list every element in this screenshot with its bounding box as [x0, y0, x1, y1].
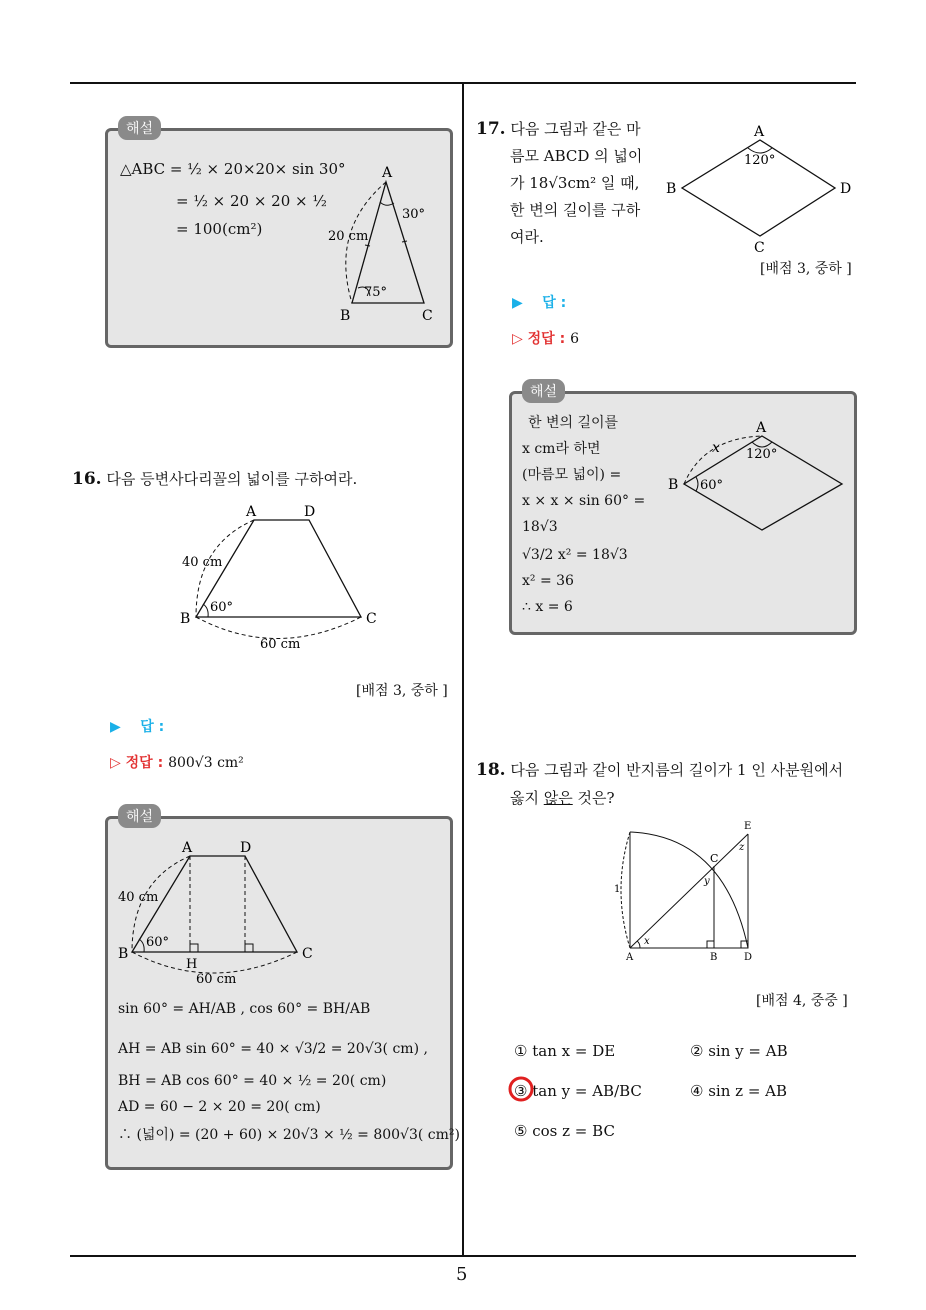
q16-sol-line3: BH = AB cos 60° = 40 × ½ = 20( cm) [118, 1073, 387, 1089]
q16-label-c: C [366, 611, 377, 627]
q17-question-line1: 다음 그림과 같은 마 [510, 120, 641, 138]
q16-sol-line2: AH = AB sin 60° = 40 × √3/2 = 20√3( cm) , [118, 1041, 428, 1057]
q18-choice-5[interactable] [514, 1120, 615, 1142]
q18-label-d: D [744, 952, 753, 963]
q16-sol-label-a: A [182, 840, 193, 856]
q17-question [476, 116, 642, 251]
q15-label-c: C [422, 308, 433, 324]
q17-question-line4: 한 변의 길이를 구하 [510, 201, 641, 219]
q16-answer-row [110, 716, 164, 736]
q17-sol-line6: √3/2 x² = 18√3 [522, 547, 628, 563]
q16-label-b: B [180, 611, 191, 627]
q17-question-line2: 름모 ABCD 의 넓이 [510, 147, 643, 165]
q18-choice-3-num: ③ [514, 1082, 528, 1100]
q15-sol-line2: = ½ × 20 × 20 × ½ [176, 192, 327, 210]
q18-label-a: A [626, 952, 634, 963]
q17-answer-label: 답 : [542, 295, 567, 311]
q17-rhombus-figure [660, 120, 860, 260]
q17-number: 17. [476, 119, 506, 139]
q17-correct-value: 6 [570, 331, 579, 347]
q16-sol-label-side: 40 cm [118, 890, 159, 905]
q18-label-one: 1 [614, 884, 621, 895]
q18-choice-1-num: ① [514, 1042, 528, 1060]
q15-label-a: A [382, 165, 393, 181]
q17-question-line5: 여라. [510, 228, 544, 246]
q15-sol-line1: △ABC = ½ × 20×20× sin 30° [120, 160, 346, 178]
q15-triangle-figure [320, 160, 450, 325]
q16-sol-line5: ∴ (넓이) = (20 + 60) × 20√3 × ½ = 800√3( cm²) [118, 1127, 460, 1143]
q16-label-a: A [246, 504, 257, 520]
q15-solution-tag: 해설 [118, 116, 161, 140]
q17-answer-arrow-icon: ▶ [512, 295, 523, 311]
q16-sol-line1: sin 60° = AH/AB , cos 60° = BH/AB [118, 1001, 371, 1017]
q18-choice-3-text: tan y = AB/BC [532, 1082, 642, 1100]
q17-sol-label-x: x [712, 440, 720, 456]
q18-question-line2-underlined: 않은 [543, 789, 573, 807]
q18-question-line2-pre: 옳지 [510, 789, 544, 807]
q16-score: [배점 3, 중하 ] [356, 683, 448, 699]
q18-number: 18. [476, 760, 506, 780]
q18-score: [배점 4, 중중 ] [756, 993, 848, 1009]
q17-sol-line1: 한 변의 길이를 [528, 415, 619, 431]
q18-label-c: C [710, 852, 719, 865]
q16-trapezoid-figure [176, 500, 386, 655]
q18-label-e: E [744, 821, 752, 832]
q17-sol-line3: (마름모 넓이) = [522, 467, 622, 483]
q18-choice-1-text: tan x = DE [532, 1042, 616, 1060]
q17-sol-label-a: A [756, 420, 767, 436]
q17-correct-arrow-icon: ▷ [512, 331, 523, 347]
q18-question-line1: 다음 그림과 같이 반지름의 길이가 1 인 사분원에서 [510, 761, 844, 779]
q17-score: [배점 3, 중하 ] [760, 261, 852, 277]
q16-correct-row [110, 752, 244, 772]
q18-quadrant-figure [604, 816, 764, 966]
q18-choice-1[interactable] [514, 1040, 615, 1062]
bottom-rule [70, 1255, 856, 1257]
q18-question-line2-post: 것은? [572, 789, 615, 807]
q18-label-x: x [644, 936, 650, 947]
q17-sol-line5: 18√3 [522, 519, 558, 535]
q15-label-angle-bottom: 75° [364, 285, 388, 300]
q16-sol-label-angle: 60° [146, 935, 170, 950]
q16-sol-label-d: D [240, 840, 252, 856]
q17-solution-tag: 해설 [522, 379, 565, 403]
q15-label-angle-top: 30° [402, 207, 426, 222]
q17-correct-row [512, 328, 579, 348]
q17-sol-line8: ∴ x = 6 [522, 599, 573, 615]
q16-correct-value: 800√3 cm² [168, 755, 244, 771]
q18-choice-5-num: ⑤ [514, 1122, 528, 1140]
q16-solution-figure [112, 836, 322, 986]
q18-choice-4-text: sin z = AB [708, 1082, 788, 1100]
page-number: 5 [456, 1264, 468, 1285]
q16-correct-arrow-icon: ▷ [110, 755, 121, 771]
q17-label-d: D [840, 181, 852, 197]
q17-correct-label: 정답 : [527, 331, 566, 347]
q16-sol-label-b: B [118, 946, 129, 962]
q17-sol-line7: x² = 36 [522, 573, 574, 589]
q16-solution-tag: 해설 [118, 804, 161, 828]
q17-answer-row [512, 292, 566, 312]
q15-sol-line3: = 100(cm²) [176, 220, 263, 238]
q16-number: 16. [72, 469, 102, 489]
q17-sol-line4: x × x × sin 60° = [522, 493, 646, 509]
q17-label-a: A [754, 124, 765, 140]
q17-sol-label-angle-a: 120° [746, 447, 778, 462]
q18-choice-5-text: cos z = BC [532, 1122, 615, 1140]
q18-choice-2-text: sin y = AB [708, 1042, 788, 1060]
q18-choice-4[interactable] [690, 1080, 787, 1102]
q17-label-angle: 120° [744, 153, 776, 168]
q17-solution-figure [664, 418, 850, 534]
q18-label-y: y [704, 876, 710, 887]
q16-sol-line4: AD = 60 − 2 × 20 = 20( cm) [118, 1099, 321, 1115]
q17-label-c: C [754, 240, 765, 256]
q18-selected-circle-icon [506, 1074, 536, 1104]
q15-label-b: B [340, 308, 351, 324]
q16-label-base: 60 cm [260, 637, 301, 652]
q16-sol-label-base: 60 cm [196, 972, 237, 986]
q16-answer-arrow-icon: ▶ [110, 719, 121, 735]
q17-question-line3: 가 18√3cm² 일 때, [510, 174, 640, 192]
q17-sol-label-angle-b: 60° [700, 478, 724, 493]
q16-sol-label-h: H [186, 957, 198, 972]
q16-label-side: 40 cm [182, 555, 223, 570]
q17-label-b: B [666, 181, 677, 197]
q15-label-side: 20 cm [328, 229, 369, 244]
q18-choice-2-num: ② [690, 1042, 704, 1060]
column-divider [462, 84, 464, 1256]
q16-question-text: 다음 등변사다리꼴의 넓이를 구하여라. [106, 470, 358, 488]
q16-answer-label: 답 : [140, 719, 165, 735]
q16-question [72, 468, 357, 490]
q16-label-angle: 60° [210, 600, 234, 615]
q16-correct-label: 정답 : [125, 755, 164, 771]
q17-sol-label-b: B [668, 477, 679, 493]
q17-sol-line2: x cm라 하면 [522, 441, 601, 457]
q18-label-z: z [739, 842, 745, 853]
q16-label-d: D [304, 504, 316, 520]
q18-choice-4-num: ④ [690, 1082, 704, 1100]
q18-question [476, 756, 843, 812]
q16-sol-label-c: C [302, 946, 313, 962]
q18-label-b: B [710, 952, 718, 963]
q18-choice-2[interactable] [690, 1040, 788, 1062]
